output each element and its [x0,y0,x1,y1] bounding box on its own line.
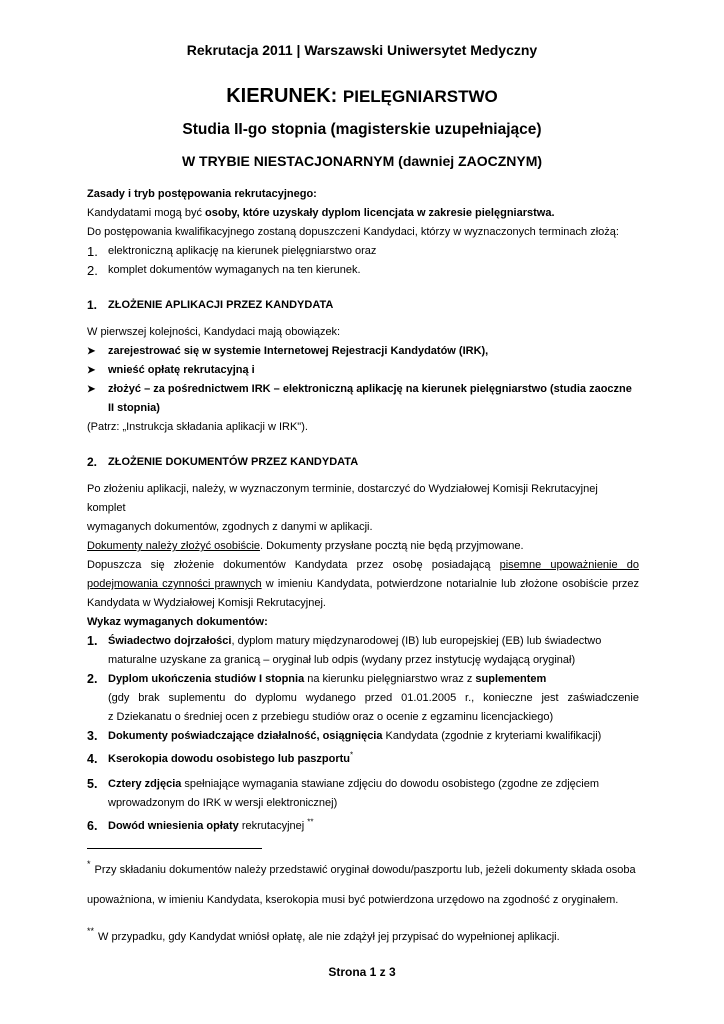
p3-text: w imieniu Kandydata, potwierdzone notarialnie lub złożone osobiście przez [261,578,639,590]
doc-number: 5. [87,777,98,791]
document-body [87,185,639,836]
footnote-ref: * [350,750,354,760]
bullet-text: zarejestrować się w systemie Internetowej Rejestracji Kandydatów (IRK), [108,345,489,357]
bullet-text: II stopnia) [108,402,160,414]
bullet-item [87,380,639,399]
footnote-text: W przypadku, gdy Kandydat wniósł opłatę, ale nie zdążył jej przypisać do wypełnionej aplikacji. [98,931,560,943]
doc-name: Świadectwo dojrzałości [108,635,232,647]
doc-desc: Kandydata (zgodnie z kryteriami kwalifikacji) [382,730,602,742]
doc-number: 4. [87,752,98,766]
doc-item [87,817,639,836]
section2-p2 [87,537,639,556]
item-text: elektroniczną aplikację na kierunek pielęgniarstwo oraz [108,245,377,257]
intro-line1 [87,204,639,223]
doc-desc-cont: (gdy brak suplementu do dyplomu wydanego przed 01.01.2005 r., konieczne jest zaświadczenie [108,692,639,704]
section1-note: (Patrz: „Instrukcja składania aplikacji w IRK"). [87,421,308,433]
document-title [0,85,724,108]
study-mode: W TRYBIE NIESTACJONARNYM (dawniej ZAOCZNYM) [181,153,543,169]
doc-number: 3. [87,729,98,743]
intro-heading: Zasady i tryb postępowania rekrutacyjnego: [87,188,317,200]
footnote-text: Przy składaniu dokumentów należy przedstawić oryginał dowodu/paszportu lub, jeżeli dokumenty składa osoba [94,864,636,876]
doc-name: Cztery zdjęcia [108,778,182,790]
doc-name: Kserokopia dowodu osobistego lub paszportu [108,753,351,765]
footnote-2 [87,922,639,952]
item-text: komplet dokumentów wymaganych na ten kierunek. [108,264,361,276]
bullet-text: wnieść opłatę rekrutacyjną i [108,364,255,376]
section-2-heading [87,453,639,472]
title-label: KIERUNEK: [226,85,338,107]
underlined-text: pisemne upoważnienie do [499,559,639,571]
page-header: Rekrutacja 2011 | Warszawski Uniwersytet Medyczny [186,42,538,58]
doc-number: 6. [87,819,98,833]
doc-desc-cont: wprowadzonym do IRK w wersji elektronicznej) [108,797,338,809]
bullet-item [87,342,639,361]
docs-heading: Wykaz wymaganych dokumentów: [87,616,268,628]
arrow-bullet-icon: ➤ [87,346,96,357]
bullet-continuation [87,399,639,418]
section2-p3b [87,575,639,594]
bullet-text: złożyć – za pośrednictwem IRK – elektroniczną aplikację na kierunek pielęgniarstwo (studia zaoczne [108,383,632,395]
title-program: PIELĘGNIARSTWO [342,87,498,106]
doc-desc: rekrutacyjnej [238,820,308,832]
footnote-1 [87,855,639,915]
doc-desc-cont: maturalne uzyskane za granicą – oryginał lub odpis (wydany przez instytucję wydającą oryginał) [108,654,576,666]
section2-p3a [87,556,639,575]
doc-desc: spełniające wymagania stawiane zdjęciu do dowodu osobistego (zgodne ze zdjęciem [181,778,600,790]
intro-line2: Do postępowania kwalifikacyjnego zostaną dopuszczeni Kandydaci, którzy w wyznaczonych terminach złożą: [87,226,619,238]
doc-item [87,670,639,727]
doc-number: 1. [87,634,98,648]
section2-p3c: Kandydata w Wydziałowej Komisji Rekrutacyjnej. [87,597,326,609]
page-number: Strona 1 z 3 [328,965,396,979]
doc-item [87,750,639,769]
doc-name-2: suplementem [475,673,547,685]
intro-item [87,261,639,280]
footnote-mark: ** [87,926,95,936]
doc-desc-cont: z Dziekanatu o średniej ocen z przebiegu studiów oraz o ocenie z egzaminu licencjackiego) [108,711,554,723]
section-title: ZŁOŻENIE APLIKACJI PRZEZ KANDYDATA [108,299,334,311]
footnote-mark: * [87,859,91,869]
section-1-heading [87,296,639,315]
footnote-text: upoważniona, w imieniu Kandydata, kserokopia musi być potwierdzona urzędowo na zgodność z oryginałem. [87,894,619,906]
p2-text: . Dokumenty przysłane pocztą nie będą przyjmowane. [260,540,524,552]
underlined-text: podejmowania czynności prawnych [87,578,262,590]
section2-p1a: Po złożeniu aplikacji, należy, w wyznaczonym terminie, dostarczyć do Wydziałowej Komisji Rekrutacyjnej komplet [87,483,598,514]
doc-item [87,727,639,746]
document-subtitle: Studia II-go stopnia (magisterskie uzupełniające) [182,121,542,138]
doc-desc: na kierunku pielęgniarstwo wraz z [304,673,476,685]
doc-item [87,632,639,670]
item-number: 1. [87,244,98,259]
section1-lead: W pierwszej kolejności, Kandydaci mają obowiązek: [87,326,341,338]
doc-number: 2. [87,672,98,686]
intro-line1-text: Kandydatami mogą być [87,207,206,219]
doc-desc: , dyplom matury międzynarodowej (IB) lub europejskiej (EB) lub świadectwo [231,635,602,647]
arrow-bullet-icon: ➤ [87,384,96,395]
doc-name: Dyplom ukończenia studiów I stopnia [108,673,305,685]
footnote-ref: ** [307,817,314,827]
doc-item [87,775,639,813]
doc-name: Dokumenty poświadczające działalność, osiągnięcia [108,730,383,742]
section-number: 2. [87,455,98,469]
doc-name: Dowód wniesienia opłaty [108,820,239,832]
footnote-divider [87,848,262,849]
section2-p1b: wymaganych dokumentów, zgodnych z danymi w aplikacji. [87,521,373,533]
p3-text: Dopuszcza się złożenie dokumentów Kandydata przez osobę posiadającą [87,559,500,571]
intro-line1-bold: osoby, które uzyskały dyplom licencjata w zakresie pielęgniarstwa. [205,207,555,219]
bullet-item [87,361,639,380]
section-title: ZŁOŻENIE DOKUMENTÓW PRZEZ KANDYDATA [108,456,359,468]
section-number: 1. [87,298,98,312]
intro-item [87,242,639,261]
item-number: 2. [87,263,98,278]
underlined-text: Dokumenty należy złożyć osobiście [87,540,261,552]
arrow-bullet-icon: ➤ [87,365,96,376]
